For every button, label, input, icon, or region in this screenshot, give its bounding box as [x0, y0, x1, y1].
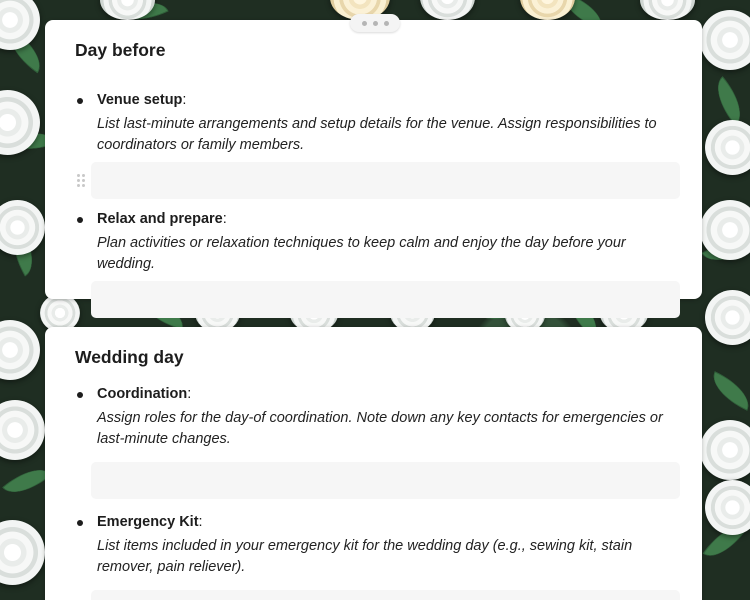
rose-decoration — [0, 0, 40, 50]
item-title — [97, 89, 680, 111]
item-title-text: Coordination — [97, 386, 188, 402]
bullet-icon — [77, 217, 83, 223]
list-item-emergency-kit — [75, 511, 680, 578]
section-title: Day before — [75, 40, 166, 60]
rose-decoration — [0, 200, 45, 255]
item-description: List items included in your emergency kit for the wedding day (e.g., sewing kit, stain remover, pain reliever). — [97, 538, 633, 575]
notes-input-emergency-kit[interactable] — [91, 590, 680, 600]
item-colon: : — [222, 211, 227, 227]
section-card-wedding-day — [45, 327, 702, 600]
item-description: List last-minute arrangements and setup details for the venue. Assign responsibilities to coordinators or family members. — [97, 116, 657, 153]
notes-input-coordination[interactable] — [91, 462, 680, 499]
rose-decoration — [700, 420, 750, 480]
item-title-text: Relax and prepare — [97, 211, 223, 227]
list-item-coordination — [75, 383, 680, 450]
list-item-venue-setup — [75, 89, 680, 156]
item-colon: : — [182, 92, 187, 108]
item-title — [97, 208, 680, 230]
bullet-icon — [77, 392, 83, 398]
item-title-text: Emergency Kit — [97, 514, 199, 530]
grip-icon[interactable] — [77, 174, 85, 186]
item-title — [97, 383, 680, 405]
item-colon: : — [187, 386, 192, 402]
list-item-relax-and-prepare — [75, 208, 680, 275]
drag-handle-icon[interactable] — [350, 14, 400, 32]
item-description: Assign roles for the day-of coordination. Note down any key contacts for emergencies or last-minute changes. — [97, 410, 663, 447]
dot-icon — [373, 21, 378, 26]
rose-decoration — [520, 0, 575, 20]
rose-decoration — [700, 10, 750, 70]
rose-decoration — [640, 0, 695, 20]
item-title-text: Venue setup — [97, 92, 183, 108]
leaf-decoration — [706, 76, 750, 125]
rose-decoration — [420, 0, 475, 20]
rose-decoration — [0, 400, 45, 460]
leaf-decoration — [706, 371, 750, 410]
rose-decoration — [705, 480, 750, 535]
notes-input-venue-setup[interactable] — [91, 162, 680, 199]
dot-icon — [362, 21, 367, 26]
item-colon: : — [198, 514, 203, 530]
bullet-icon — [77, 98, 83, 104]
item-title — [97, 511, 680, 533]
rose-decoration — [0, 520, 45, 585]
bullet-icon — [77, 520, 83, 526]
rose-decoration — [705, 120, 750, 175]
section-title: Wedding day — [75, 347, 184, 367]
item-description: Plan activities or relaxation techniques to keep calm and enjoy the day before your wedding. — [97, 235, 626, 272]
section-card-day-before — [45, 20, 702, 299]
notes-input-relax-and-prepare[interactable] — [91, 281, 680, 318]
rose-decoration — [0, 320, 40, 380]
dot-icon — [384, 21, 389, 26]
rose-decoration — [705, 290, 750, 345]
